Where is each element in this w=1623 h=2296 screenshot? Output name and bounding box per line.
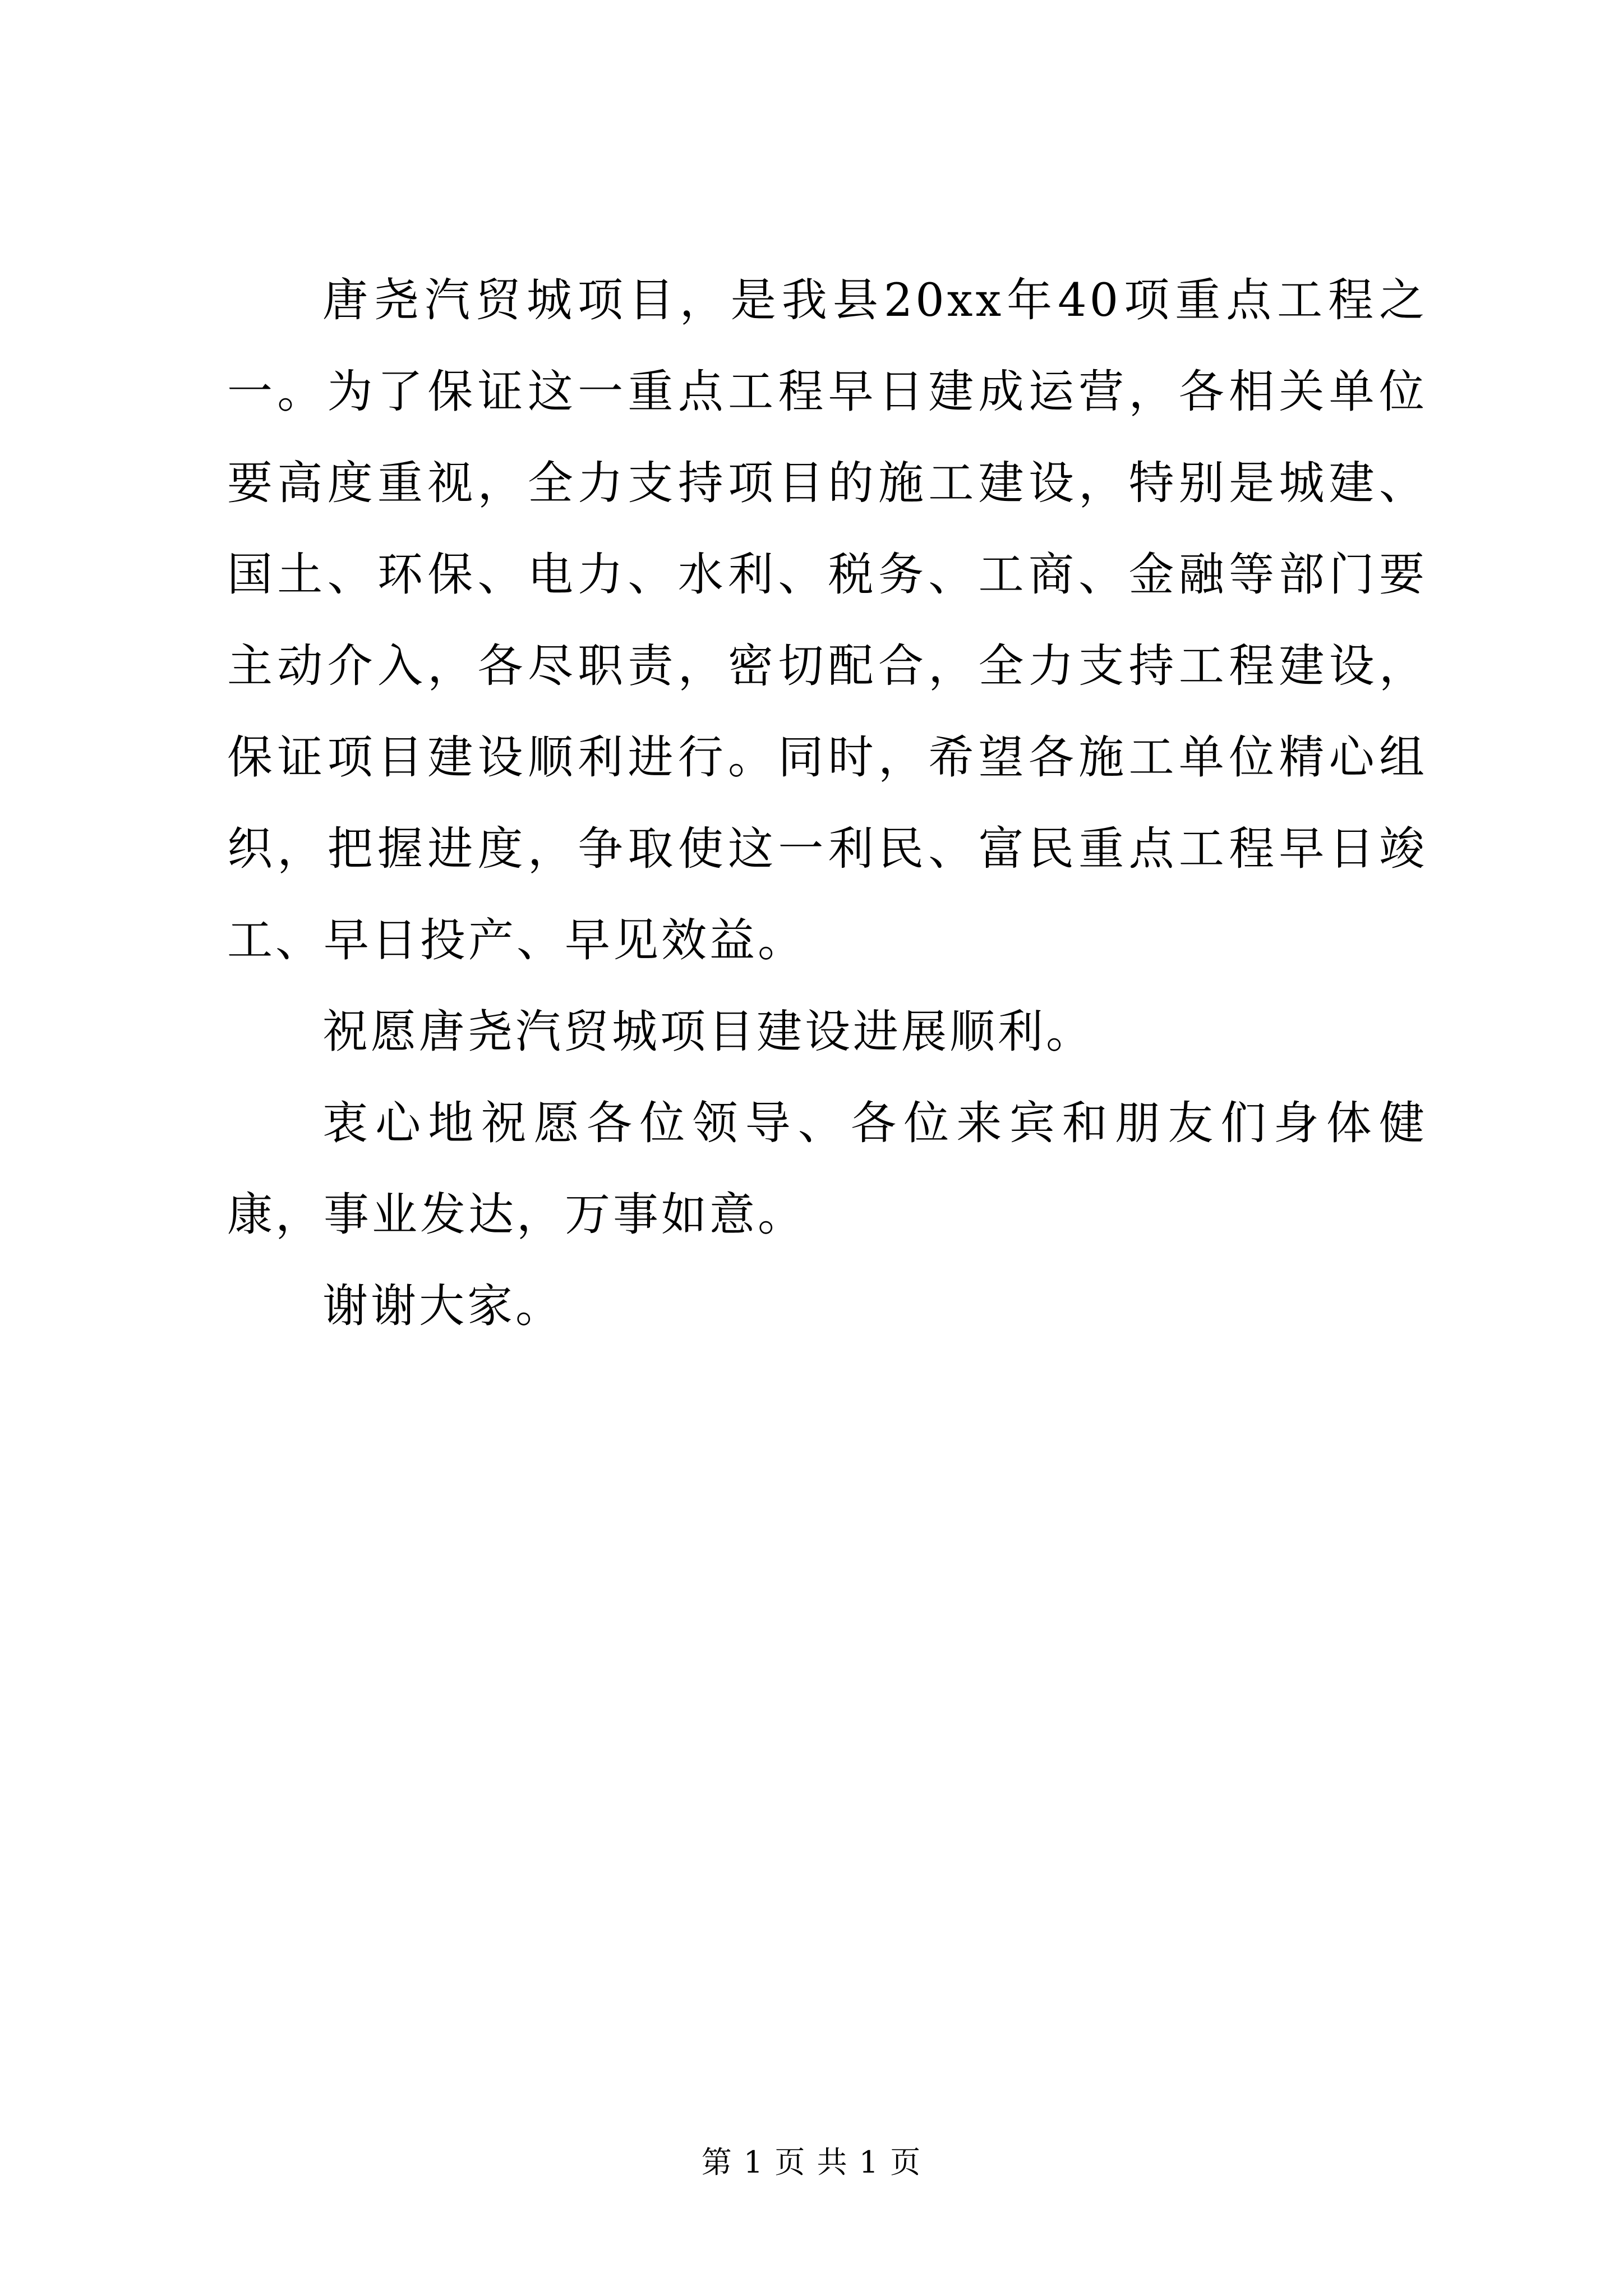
paragraph-project-intro: 唐尧汽贸城项目，是我县20xx年40项重点工程之一。为了保证这一重点工程早日建成运营，各相关单位要高度重视，全力支持项目的施工建设，特别是城建、国土、环保、电力、水利、税务、工商、金融等部门要主动介入，各尽职责，密切配合，全力支持工程建设，保证项目建设顺利进行。同时，希望各施工单位精心组织，把握进度，争取使这一利民、富民重点工程早日竣工、早日投产、早见效益。 [227,274,1427,967]
paragraph-thanks: 谢谢大家。 [322,1280,564,1333]
paragraph-wish-progress: 祝愿唐尧汽贸城项目建设进展顺利。 [322,1006,1095,1059]
page-footer: 第 1 页 共 1 页 [701,2145,922,2180]
paragraph-wish-guests: 衷心地祝愿各位领导、各位来宾和朋友们身体健康，事业发达，万事如意。 [227,1097,1427,1241]
document-body [227,255,1427,1352]
